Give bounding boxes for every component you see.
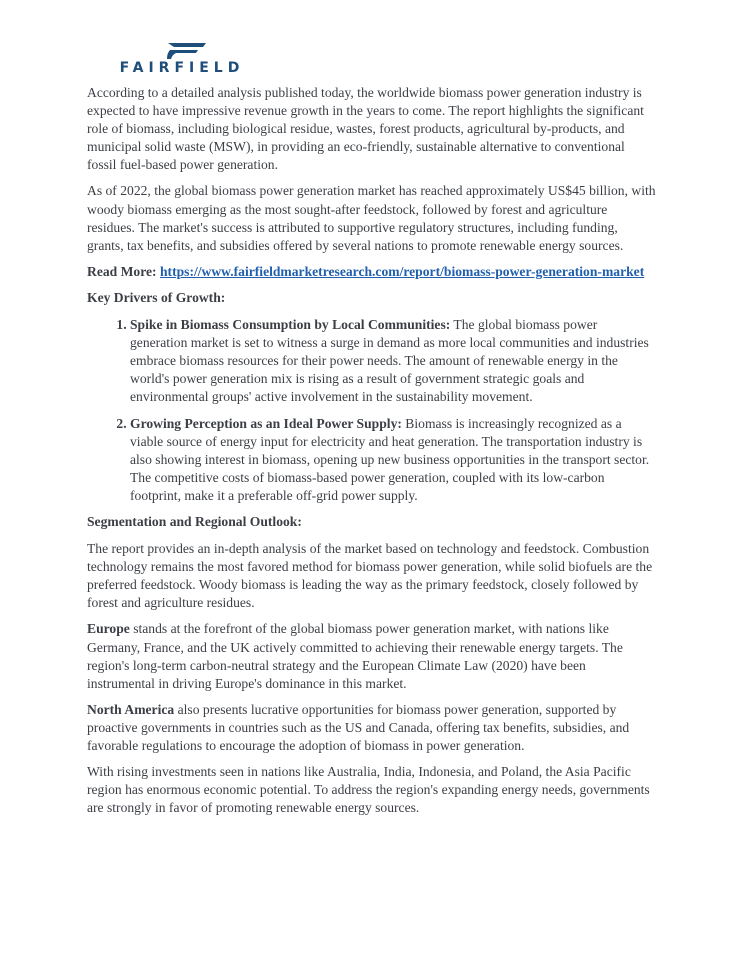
intro-paragraph-1: According to a detailed analysis published today, the worldwide biomass power generation industry is expected to have impressive revenue growth in the years to come. The report highlights the significant role of biomass, including biological residue, wastes, forest products, agricultural by-products, and municipal solid waste (MSW), in providing an eco-friendly, sustainable alternative to conventional fossil fuel-based power generation. xyxy=(87,85,644,173)
fairfield-logo xyxy=(86,40,278,76)
driver-title: Spike in Biomass Consumption by Local Communities: xyxy=(130,317,451,333)
read-more-label: Read More: xyxy=(87,263,160,279)
north-america-paragraph xyxy=(87,701,657,755)
intro-paragraph-2: As of 2022, the global biomass power generation market has reached approximately US$45 billion, with woody biomass emerging as the most sought-after feedstock, followed by forest and agriculture residues. The market's success is attributed to supportive regulatory structures, including funding, grants, tax benefits, and subsidies offered by several nations to promote renewable energy sources. xyxy=(87,183,656,253)
asia-pacific-paragraph: With rising investments seen in nations like Australia, India, Indonesia, and Poland, the Asia Pacific region has enormous economic potential. To address the region's expanding energy needs, governments are strongly in favor of promoting renewable energy sources. xyxy=(87,764,650,816)
segmentation-paragraph: The report provides an in-depth analysis of the market based on technology and feedstock. Combustion technology remains the most favored method for biomass power generation, while solid biofuels are the preferred feedstock. Woody biomass is leading the way as the primary feedstock, closely followed by forest and agriculture residues. xyxy=(87,541,653,611)
article-body xyxy=(87,84,657,825)
read-more-link[interactable]: https://www.fairfieldmarketresearch.com/report/biomass-power-generation-market xyxy=(159,263,645,279)
wing-swoosh-icon xyxy=(86,40,278,62)
driver-item xyxy=(130,415,657,505)
driver-item xyxy=(130,316,657,406)
drivers-heading: Key Drivers of Growth: xyxy=(87,289,226,305)
segmentation-heading: Segmentation and Regional Outlook: xyxy=(87,513,302,529)
driver-title: Growing Perception as an Ideal Power Supply: xyxy=(130,415,402,431)
brand-name: FAIRFIELD xyxy=(119,60,245,74)
driver-text: Biomass is increasingly recognized as a viable source of energy input for electricity and heat generation. The transportation industry is also showing interest in biomass, opening up new business opportunities in the transport sector. The competitive costs of biomass-based power generation, coupled with its low-carbon footprint, make it a preferable off-grid power supply. xyxy=(130,415,650,503)
read-more xyxy=(87,263,657,281)
europe-lead: Europe xyxy=(87,621,130,637)
driver-text: The global biomass power generation market is set to witness a surge in demand as more local communities and industries embrace biomass resources for their power needs. The amount of renewable energy in the world's power generation mix is rising as a result of government strategic goals and environmental groups' active involvement in the sustainability movement. xyxy=(130,317,649,405)
europe-text: stands at the forefront of the global biomass power generation market, with nations like Germany, France, and the UK actively committed to achieving their renewable energy targets. The region's long-term carbon-neutral strategy and the European Climate Law (2020) have been instrumental in driving Europe's dominance in this market. xyxy=(87,621,623,691)
north-america-lead: North America xyxy=(87,701,175,717)
europe-paragraph xyxy=(87,620,657,692)
brand-wordmark xyxy=(86,60,278,74)
drivers-list xyxy=(87,316,657,505)
north-america-text: also presents lucrative opportunities for biomass power generation, supported by proactive governments in countries such as the US and Canada, offering tax benefits, subsidies, and favorable regulations to encourage the adoption of biomass in power generation. xyxy=(87,701,630,753)
